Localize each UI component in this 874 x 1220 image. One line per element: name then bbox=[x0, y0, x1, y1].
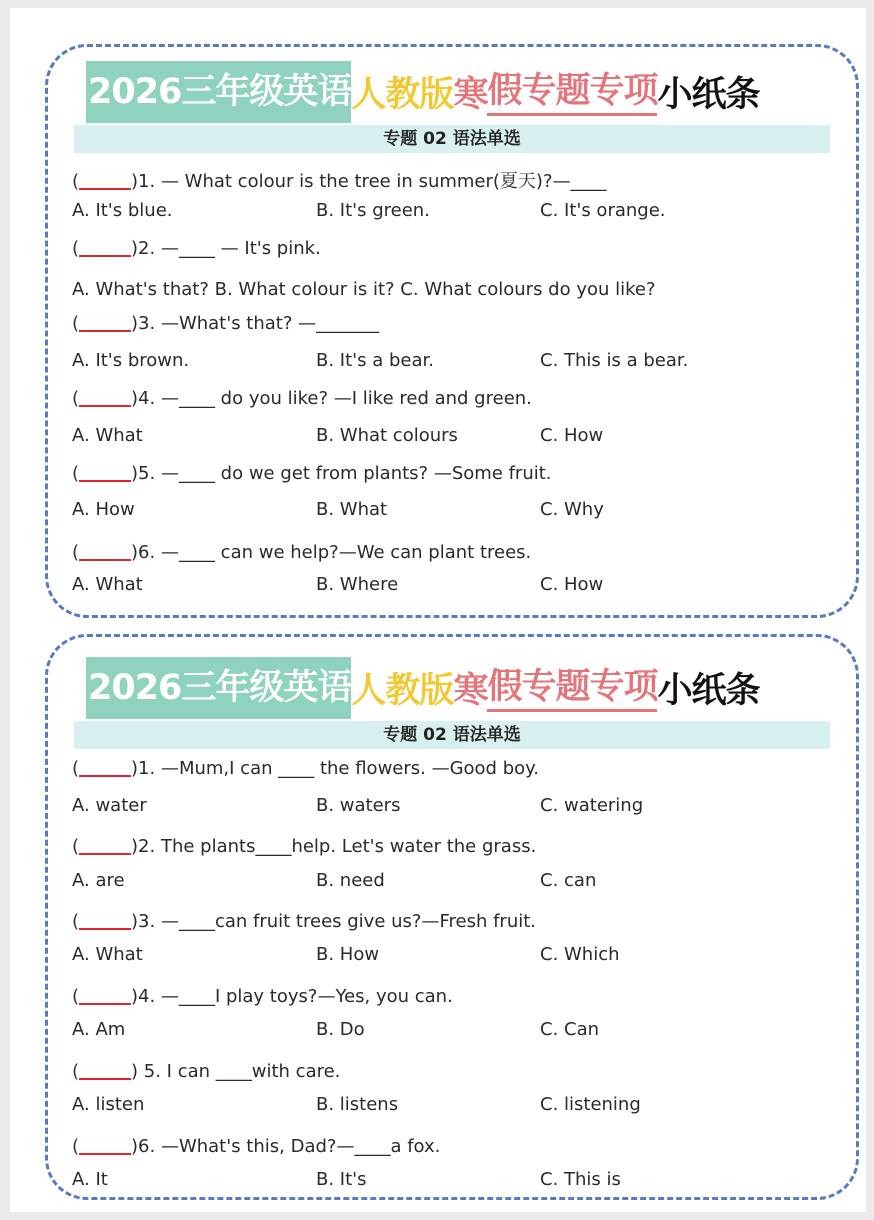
answer-blank[interactable] bbox=[79, 1060, 131, 1080]
card-subtitle: 专题 02 语法单选 bbox=[74, 125, 830, 153]
answer-blank[interactable] bbox=[79, 237, 131, 257]
option-c: C. listening bbox=[540, 1094, 641, 1115]
answer-blank[interactable] bbox=[79, 312, 131, 332]
title-notes: 小纸条 bbox=[657, 671, 760, 711]
card-subtitle: 专题 02 语法单选 bbox=[74, 721, 830, 749]
option-a: A. listen bbox=[72, 1094, 145, 1115]
option-c: C. Can bbox=[540, 1019, 600, 1040]
option-c: C. How bbox=[540, 574, 604, 595]
question-2: ( )2. The plants____help. Let's water the grass. bbox=[72, 836, 537, 857]
option-a: A. What bbox=[72, 944, 143, 965]
option-c: C. can bbox=[540, 870, 597, 891]
question-1: ( )1. — What colour is the tree in summer(夏天)?—____ bbox=[72, 171, 607, 192]
option-a: A. water bbox=[72, 795, 147, 816]
answer-blank[interactable] bbox=[79, 387, 131, 407]
option-a: A. Am bbox=[72, 1019, 126, 1040]
option-a: A. How bbox=[72, 499, 135, 520]
option-c: C. Why bbox=[540, 499, 604, 520]
question-5: ( ) 5. I can ____with care. bbox=[72, 1061, 341, 1082]
answer-blank[interactable] bbox=[79, 835, 131, 855]
question-1: ( )1. —Mum,I can ____ the flowers. —Good boy. bbox=[72, 758, 539, 779]
worksheet-card-2 bbox=[45, 634, 859, 1200]
option-c: C. This is a bear. bbox=[540, 350, 689, 371]
option-b: B. listens bbox=[316, 1094, 399, 1115]
option-c: C. Which bbox=[540, 944, 620, 965]
answer-blank[interactable] bbox=[79, 1135, 131, 1155]
option-c: C. watering bbox=[540, 795, 644, 816]
title-winter: 寒 bbox=[453, 75, 488, 115]
worksheet-page bbox=[10, 8, 866, 1212]
question-6: ( )6. —____ can we help?—We can plant trees. bbox=[72, 542, 532, 563]
option-c: C. It's orange. bbox=[540, 200, 666, 221]
title-winter: 寒 bbox=[453, 671, 488, 711]
title-edition: 人教版 bbox=[351, 671, 454, 711]
option-a: A. It's brown. bbox=[72, 350, 190, 371]
question-4: ( )4. —____ do you like? —I like red and green. bbox=[72, 388, 532, 409]
title-year-grade: 2026三年级英语 bbox=[86, 657, 351, 719]
answer-blank[interactable] bbox=[79, 541, 131, 561]
option-a: A. It bbox=[72, 1169, 108, 1190]
answer-blank[interactable] bbox=[79, 910, 131, 930]
title-topic: 假专题专项 bbox=[487, 69, 657, 116]
options-line: A. What's that? B. What colour is it? C. What colours do you like? bbox=[72, 279, 656, 300]
option-a: A. It's blue. bbox=[72, 200, 173, 221]
title-notes: 小纸条 bbox=[657, 75, 760, 115]
question-5: ( )5. —____ do we get from plants? —Some fruit. bbox=[72, 463, 552, 484]
option-b: B. What bbox=[316, 499, 388, 520]
card-title bbox=[86, 657, 759, 719]
question-2: ( )2. —____ — It's pink. bbox=[72, 238, 321, 259]
question-3: ( )3. —____can fruit trees give us?—Fresh fruit. bbox=[72, 911, 537, 932]
answer-blank[interactable] bbox=[79, 170, 131, 190]
answer-blank[interactable] bbox=[79, 462, 131, 482]
question-6: ( )6. —What's this, Dad?—____a fox. bbox=[72, 1136, 441, 1157]
option-b: B. How bbox=[316, 944, 380, 965]
answer-blank[interactable] bbox=[79, 757, 131, 777]
question-3: ( )3. —What's that? —_______ bbox=[72, 313, 380, 334]
option-b: B. need bbox=[316, 870, 385, 891]
question-4: ( )4. —____I play toys?—Yes, you can. bbox=[72, 986, 453, 1007]
option-a: A. What bbox=[72, 574, 143, 595]
option-b: B. It's green. bbox=[316, 200, 430, 221]
title-edition: 人教版 bbox=[351, 75, 454, 115]
option-b: B. waters bbox=[316, 795, 401, 816]
option-b: B. What colours bbox=[316, 425, 458, 446]
card-title bbox=[86, 61, 759, 123]
option-a: A. are bbox=[72, 870, 125, 891]
option-c: C. This is bbox=[540, 1169, 621, 1190]
title-topic: 假专题专项 bbox=[487, 665, 657, 712]
option-c: C. How bbox=[540, 425, 604, 446]
worksheet-card-1 bbox=[45, 44, 859, 618]
option-b: B. Do bbox=[316, 1019, 365, 1040]
option-b: B. Where bbox=[316, 574, 399, 595]
answer-blank[interactable] bbox=[79, 985, 131, 1005]
option-b: B. It's bbox=[316, 1169, 367, 1190]
option-b: B. It's a bear. bbox=[316, 350, 434, 371]
option-a: A. What bbox=[72, 425, 143, 446]
title-year-grade: 2026三年级英语 bbox=[86, 61, 351, 123]
